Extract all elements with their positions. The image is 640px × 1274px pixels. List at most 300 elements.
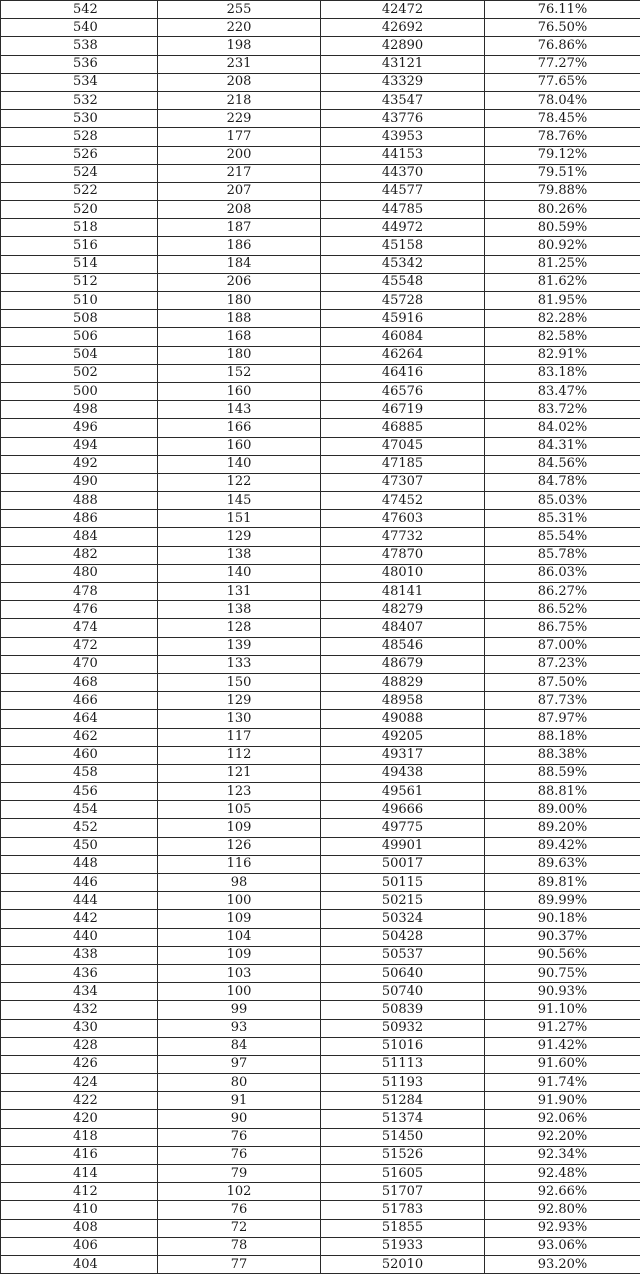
table-row — [1, 382, 640, 400]
cumulative-count-cell: 51016 — [321, 1037, 485, 1055]
table-row — [1, 874, 640, 892]
table-row — [1, 419, 640, 437]
cumulative-percent-cell: 83.47% — [485, 382, 640, 400]
cumulative-count-cell: 46084 — [321, 328, 485, 346]
cumulative-percent-cell: 84.56% — [485, 455, 640, 473]
score-cell: 520 — [1, 201, 158, 219]
count-cell: 131 — [158, 583, 321, 601]
cumulative-count-cell: 51933 — [321, 1237, 485, 1255]
score-cell: 482 — [1, 546, 158, 564]
score-cell: 420 — [1, 1110, 158, 1128]
count-cell: 98 — [158, 874, 321, 892]
count-cell: 129 — [158, 528, 321, 546]
score-cell: 538 — [1, 37, 158, 55]
count-cell: 186 — [158, 237, 321, 255]
count-cell: 177 — [158, 128, 321, 146]
cumulative-percent-cell: 83.72% — [485, 401, 640, 419]
score-cell: 430 — [1, 1019, 158, 1037]
table-row — [1, 255, 640, 273]
cumulative-percent-cell: 85.78% — [485, 546, 640, 564]
cumulative-percent-cell: 76.11% — [485, 1, 640, 19]
cumulative-percent-cell: 85.03% — [485, 492, 640, 510]
count-cell: 76 — [158, 1146, 321, 1164]
table-row — [1, 637, 640, 655]
score-cell: 522 — [1, 182, 158, 200]
cumulative-count-cell: 42692 — [321, 19, 485, 37]
count-cell: 102 — [158, 1183, 321, 1201]
table-row — [1, 1092, 640, 1110]
table-row — [1, 364, 640, 382]
score-cell: 414 — [1, 1165, 158, 1183]
cumulative-count-cell: 50017 — [321, 855, 485, 873]
cumulative-percent-cell: 92.34% — [485, 1146, 640, 1164]
count-cell: 90 — [158, 1110, 321, 1128]
cumulative-percent-cell: 89.20% — [485, 819, 640, 837]
cumulative-percent-cell: 89.81% — [485, 874, 640, 892]
cumulative-count-cell: 47045 — [321, 437, 485, 455]
cumulative-count-cell: 42472 — [321, 1, 485, 19]
cumulative-count-cell: 44785 — [321, 201, 485, 219]
cumulative-count-cell: 48010 — [321, 564, 485, 582]
table-row — [1, 19, 640, 37]
cumulative-percent-cell: 84.78% — [485, 473, 640, 491]
table-row — [1, 928, 640, 946]
count-cell: 229 — [158, 110, 321, 128]
cumulative-count-cell: 43121 — [321, 55, 485, 73]
count-cell: 168 — [158, 328, 321, 346]
cumulative-count-cell: 49205 — [321, 728, 485, 746]
cumulative-percent-cell: 86.27% — [485, 583, 640, 601]
count-cell: 77 — [158, 1255, 321, 1273]
cumulative-count-cell: 51855 — [321, 1219, 485, 1237]
cumulative-count-cell: 44370 — [321, 164, 485, 182]
count-cell: 78 — [158, 1237, 321, 1255]
score-cell: 514 — [1, 255, 158, 273]
cumulative-count-cell: 43329 — [321, 73, 485, 91]
cumulative-percent-cell: 86.75% — [485, 619, 640, 637]
score-cell: 436 — [1, 964, 158, 982]
table-row — [1, 182, 640, 200]
score-cell: 406 — [1, 1237, 158, 1255]
cumulative-percent-cell: 92.48% — [485, 1165, 640, 1183]
cumulative-percent-cell: 91.60% — [485, 1055, 640, 1073]
cumulative-percent-cell: 85.31% — [485, 510, 640, 528]
table-row — [1, 1237, 640, 1255]
cumulative-count-cell: 46416 — [321, 364, 485, 382]
cumulative-count-cell: 46885 — [321, 419, 485, 437]
cumulative-count-cell: 50839 — [321, 1001, 485, 1019]
table-row — [1, 73, 640, 91]
score-cell: 434 — [1, 983, 158, 1001]
cumulative-percent-cell: 88.38% — [485, 746, 640, 764]
score-cell: 440 — [1, 928, 158, 946]
table-row — [1, 673, 640, 691]
cumulative-percent-cell: 91.42% — [485, 1037, 640, 1055]
score-cell: 426 — [1, 1055, 158, 1073]
table-row — [1, 1201, 640, 1219]
table-row — [1, 855, 640, 873]
score-cell: 524 — [1, 164, 158, 182]
count-cell: 138 — [158, 601, 321, 619]
cumulative-count-cell: 49088 — [321, 710, 485, 728]
cumulative-percent-cell: 86.03% — [485, 564, 640, 582]
table-row — [1, 946, 640, 964]
score-cell: 468 — [1, 673, 158, 691]
count-cell: 109 — [158, 819, 321, 837]
count-cell: 180 — [158, 292, 321, 310]
cumulative-count-cell: 45916 — [321, 310, 485, 328]
table-row — [1, 546, 640, 564]
cumulative-percent-cell: 85.54% — [485, 528, 640, 546]
cumulative-percent-cell: 77.65% — [485, 73, 640, 91]
score-cell: 464 — [1, 710, 158, 728]
count-cell: 91 — [158, 1092, 321, 1110]
table-row — [1, 837, 640, 855]
cumulative-count-cell: 51284 — [321, 1092, 485, 1110]
count-cell: 122 — [158, 473, 321, 491]
table-row — [1, 528, 640, 546]
table-row — [1, 164, 640, 182]
score-cell: 512 — [1, 273, 158, 291]
table-row — [1, 55, 640, 73]
cumulative-percent-cell: 84.02% — [485, 419, 640, 437]
count-cell: 80 — [158, 1074, 321, 1092]
count-cell: 140 — [158, 564, 321, 582]
cumulative-percent-cell: 80.26% — [485, 201, 640, 219]
count-cell: 166 — [158, 419, 321, 437]
count-cell: 188 — [158, 310, 321, 328]
cumulative-percent-cell: 76.50% — [485, 19, 640, 37]
cumulative-percent-cell: 82.28% — [485, 310, 640, 328]
score-cell: 502 — [1, 364, 158, 382]
cumulative-count-cell: 42890 — [321, 37, 485, 55]
cumulative-count-cell: 43547 — [321, 91, 485, 109]
cumulative-count-cell: 48141 — [321, 583, 485, 601]
cumulative-count-cell: 48407 — [321, 619, 485, 637]
score-cell: 442 — [1, 910, 158, 928]
score-cell: 456 — [1, 783, 158, 801]
cumulative-count-cell: 48546 — [321, 637, 485, 655]
count-cell: 198 — [158, 37, 321, 55]
score-cell: 480 — [1, 564, 158, 582]
table-row — [1, 728, 640, 746]
table-row — [1, 1146, 640, 1164]
cumulative-count-cell: 45548 — [321, 273, 485, 291]
table-row — [1, 455, 640, 473]
count-cell: 97 — [158, 1055, 321, 1073]
table-row — [1, 964, 640, 982]
count-cell: 187 — [158, 219, 321, 237]
score-cell: 474 — [1, 619, 158, 637]
cumulative-count-cell: 50740 — [321, 983, 485, 1001]
table-row — [1, 783, 640, 801]
table-row — [1, 1, 640, 19]
cumulative-percent-cell: 76.86% — [485, 37, 640, 55]
cumulative-count-cell: 45342 — [321, 255, 485, 273]
count-cell: 208 — [158, 73, 321, 91]
table-row — [1, 310, 640, 328]
cumulative-count-cell: 51374 — [321, 1110, 485, 1128]
table-row — [1, 237, 640, 255]
count-cell: 76 — [158, 1128, 321, 1146]
cumulative-count-cell: 47603 — [321, 510, 485, 528]
cumulative-count-cell: 49666 — [321, 801, 485, 819]
cumulative-percent-cell: 78.04% — [485, 91, 640, 109]
table-row — [1, 819, 640, 837]
cumulative-count-cell: 51193 — [321, 1074, 485, 1092]
score-cell: 404 — [1, 1255, 158, 1273]
cumulative-count-cell: 51605 — [321, 1165, 485, 1183]
cumulative-count-cell: 49901 — [321, 837, 485, 855]
score-cell: 500 — [1, 382, 158, 400]
cumulative-count-cell: 47185 — [321, 455, 485, 473]
count-cell: 180 — [158, 346, 321, 364]
score-cell: 452 — [1, 819, 158, 837]
cumulative-count-cell: 48958 — [321, 692, 485, 710]
cumulative-percent-cell: 87.50% — [485, 673, 640, 691]
score-cell: 498 — [1, 401, 158, 419]
cumulative-percent-cell: 91.90% — [485, 1092, 640, 1110]
cumulative-percent-cell: 89.00% — [485, 801, 640, 819]
table-row — [1, 146, 640, 164]
cumulative-count-cell: 52010 — [321, 1255, 485, 1273]
score-cell: 526 — [1, 146, 158, 164]
table-row — [1, 492, 640, 510]
cumulative-count-cell: 49561 — [321, 783, 485, 801]
count-cell: 207 — [158, 182, 321, 200]
cumulative-percent-cell: 88.81% — [485, 783, 640, 801]
count-cell: 79 — [158, 1165, 321, 1183]
cumulative-percent-cell: 90.56% — [485, 946, 640, 964]
score-cell: 516 — [1, 237, 158, 255]
cumulative-count-cell: 50640 — [321, 964, 485, 982]
cumulative-count-cell: 49317 — [321, 746, 485, 764]
cumulative-count-cell: 43953 — [321, 128, 485, 146]
count-cell: 160 — [158, 437, 321, 455]
cumulative-count-cell: 50324 — [321, 910, 485, 928]
table-row — [1, 1165, 640, 1183]
table-row — [1, 892, 640, 910]
count-cell: 99 — [158, 1001, 321, 1019]
cumulative-percent-cell: 89.63% — [485, 855, 640, 873]
cumulative-percent-cell: 93.20% — [485, 1255, 640, 1273]
score-cell: 448 — [1, 855, 158, 873]
score-cell: 492 — [1, 455, 158, 473]
count-cell: 152 — [158, 364, 321, 382]
table-row — [1, 292, 640, 310]
table-row — [1, 91, 640, 109]
count-cell: 128 — [158, 619, 321, 637]
cumulative-percent-cell: 87.73% — [485, 692, 640, 710]
count-cell: 145 — [158, 492, 321, 510]
count-cell: 184 — [158, 255, 321, 273]
count-cell: 121 — [158, 764, 321, 782]
count-cell: 103 — [158, 964, 321, 982]
cumulative-percent-cell: 92.06% — [485, 1110, 640, 1128]
table-row — [1, 219, 640, 237]
cumulative-percent-cell: 88.18% — [485, 728, 640, 746]
table-row — [1, 564, 640, 582]
score-cell: 532 — [1, 91, 158, 109]
cumulative-percent-cell: 93.06% — [485, 1237, 640, 1255]
cumulative-count-cell: 51526 — [321, 1146, 485, 1164]
count-cell: 116 — [158, 855, 321, 873]
score-cell: 494 — [1, 437, 158, 455]
cumulative-count-cell: 46576 — [321, 382, 485, 400]
count-cell: 217 — [158, 164, 321, 182]
table-row — [1, 1219, 640, 1237]
table-row — [1, 583, 640, 601]
table-row — [1, 401, 640, 419]
cumulative-percent-cell: 78.45% — [485, 110, 640, 128]
cumulative-count-cell: 46264 — [321, 346, 485, 364]
cumulative-percent-cell: 86.52% — [485, 601, 640, 619]
count-cell: 84 — [158, 1037, 321, 1055]
cumulative-count-cell: 49775 — [321, 819, 485, 837]
score-cell: 422 — [1, 1092, 158, 1110]
count-cell: 112 — [158, 746, 321, 764]
cumulative-count-cell: 45158 — [321, 237, 485, 255]
score-cell: 508 — [1, 310, 158, 328]
score-cell: 416 — [1, 1146, 158, 1164]
score-cell: 536 — [1, 55, 158, 73]
cumulative-percent-cell: 82.58% — [485, 328, 640, 346]
table-row — [1, 1055, 640, 1073]
cumulative-percent-cell: 82.91% — [485, 346, 640, 364]
count-cell: 126 — [158, 837, 321, 855]
cumulative-percent-cell: 77.27% — [485, 55, 640, 73]
table-row — [1, 1110, 640, 1128]
score-cell: 408 — [1, 1219, 158, 1237]
score-cell: 418 — [1, 1128, 158, 1146]
count-cell: 143 — [158, 401, 321, 419]
score-cell: 458 — [1, 764, 158, 782]
cumulative-percent-cell: 92.93% — [485, 1219, 640, 1237]
cumulative-percent-cell: 92.20% — [485, 1128, 640, 1146]
count-cell: 218 — [158, 91, 321, 109]
score-cell: 462 — [1, 728, 158, 746]
cumulative-percent-cell: 90.93% — [485, 983, 640, 1001]
table-row — [1, 655, 640, 673]
score-cell: 504 — [1, 346, 158, 364]
cumulative-percent-cell: 79.12% — [485, 146, 640, 164]
cumulative-count-cell: 50215 — [321, 892, 485, 910]
table-row — [1, 619, 640, 637]
cumulative-percent-cell: 90.18% — [485, 910, 640, 928]
table-row — [1, 110, 640, 128]
count-cell: 72 — [158, 1219, 321, 1237]
score-cell: 438 — [1, 946, 158, 964]
cumulative-count-cell: 47307 — [321, 473, 485, 491]
score-cell: 496 — [1, 419, 158, 437]
score-cell: 484 — [1, 528, 158, 546]
cumulative-percent-cell: 92.66% — [485, 1183, 640, 1201]
count-cell: 104 — [158, 928, 321, 946]
count-cell: 206 — [158, 273, 321, 291]
score-cell: 428 — [1, 1037, 158, 1055]
score-cell: 486 — [1, 510, 158, 528]
cumulative-count-cell: 50537 — [321, 946, 485, 964]
score-cell: 410 — [1, 1201, 158, 1219]
cumulative-percent-cell: 90.37% — [485, 928, 640, 946]
table-row — [1, 37, 640, 55]
score-cell: 488 — [1, 492, 158, 510]
table-row — [1, 328, 640, 346]
cumulative-percent-cell: 89.99% — [485, 892, 640, 910]
cumulative-count-cell: 44577 — [321, 182, 485, 200]
cumulative-percent-cell: 90.75% — [485, 964, 640, 982]
cumulative-count-cell: 47732 — [321, 528, 485, 546]
count-cell: 200 — [158, 146, 321, 164]
count-cell: 123 — [158, 783, 321, 801]
cumulative-percent-cell: 87.23% — [485, 655, 640, 673]
count-cell: 150 — [158, 673, 321, 691]
cumulative-percent-cell: 80.59% — [485, 219, 640, 237]
count-cell: 255 — [158, 1, 321, 19]
count-cell: 105 — [158, 801, 321, 819]
cumulative-count-cell: 51783 — [321, 1201, 485, 1219]
cumulative-count-cell: 51113 — [321, 1055, 485, 1073]
table-body — [1, 1, 640, 1274]
cumulative-count-cell: 43776 — [321, 110, 485, 128]
cumulative-percent-cell: 81.62% — [485, 273, 640, 291]
count-cell: 129 — [158, 692, 321, 710]
count-cell: 100 — [158, 892, 321, 910]
table-row — [1, 201, 640, 219]
table-row — [1, 601, 640, 619]
score-cell: 412 — [1, 1183, 158, 1201]
count-cell: 139 — [158, 637, 321, 655]
score-cell: 472 — [1, 637, 158, 655]
cumulative-count-cell: 46719 — [321, 401, 485, 419]
score-cell: 460 — [1, 746, 158, 764]
cumulative-count-cell: 51450 — [321, 1128, 485, 1146]
score-cell: 432 — [1, 1001, 158, 1019]
table-row — [1, 1019, 640, 1037]
score-cell: 542 — [1, 1, 158, 19]
cumulative-count-cell: 47870 — [321, 546, 485, 564]
table-row — [1, 764, 640, 782]
cumulative-count-cell: 44153 — [321, 146, 485, 164]
score-cell: 540 — [1, 19, 158, 37]
table-row — [1, 801, 640, 819]
score-cell: 490 — [1, 473, 158, 491]
table-row — [1, 710, 640, 728]
cumulative-percent-cell: 80.92% — [485, 237, 640, 255]
table-row — [1, 1001, 640, 1019]
cumulative-count-cell: 48679 — [321, 655, 485, 673]
cumulative-count-cell: 50428 — [321, 928, 485, 946]
cumulative-count-cell: 49438 — [321, 764, 485, 782]
cumulative-percent-cell: 89.42% — [485, 837, 640, 855]
score-cell: 424 — [1, 1074, 158, 1092]
score-cell: 446 — [1, 874, 158, 892]
cumulative-percent-cell: 87.97% — [485, 710, 640, 728]
count-cell: 76 — [158, 1201, 321, 1219]
cumulative-count-cell: 44972 — [321, 219, 485, 237]
score-cell: 530 — [1, 110, 158, 128]
count-cell: 138 — [158, 546, 321, 564]
cumulative-count-cell: 48829 — [321, 673, 485, 691]
table-row — [1, 1074, 640, 1092]
cumulative-count-cell: 50932 — [321, 1019, 485, 1037]
count-cell: 220 — [158, 19, 321, 37]
score-cell: 476 — [1, 601, 158, 619]
score-cell: 510 — [1, 292, 158, 310]
count-cell: 109 — [158, 910, 321, 928]
cumulative-percent-cell: 88.59% — [485, 764, 640, 782]
count-cell: 100 — [158, 983, 321, 1001]
